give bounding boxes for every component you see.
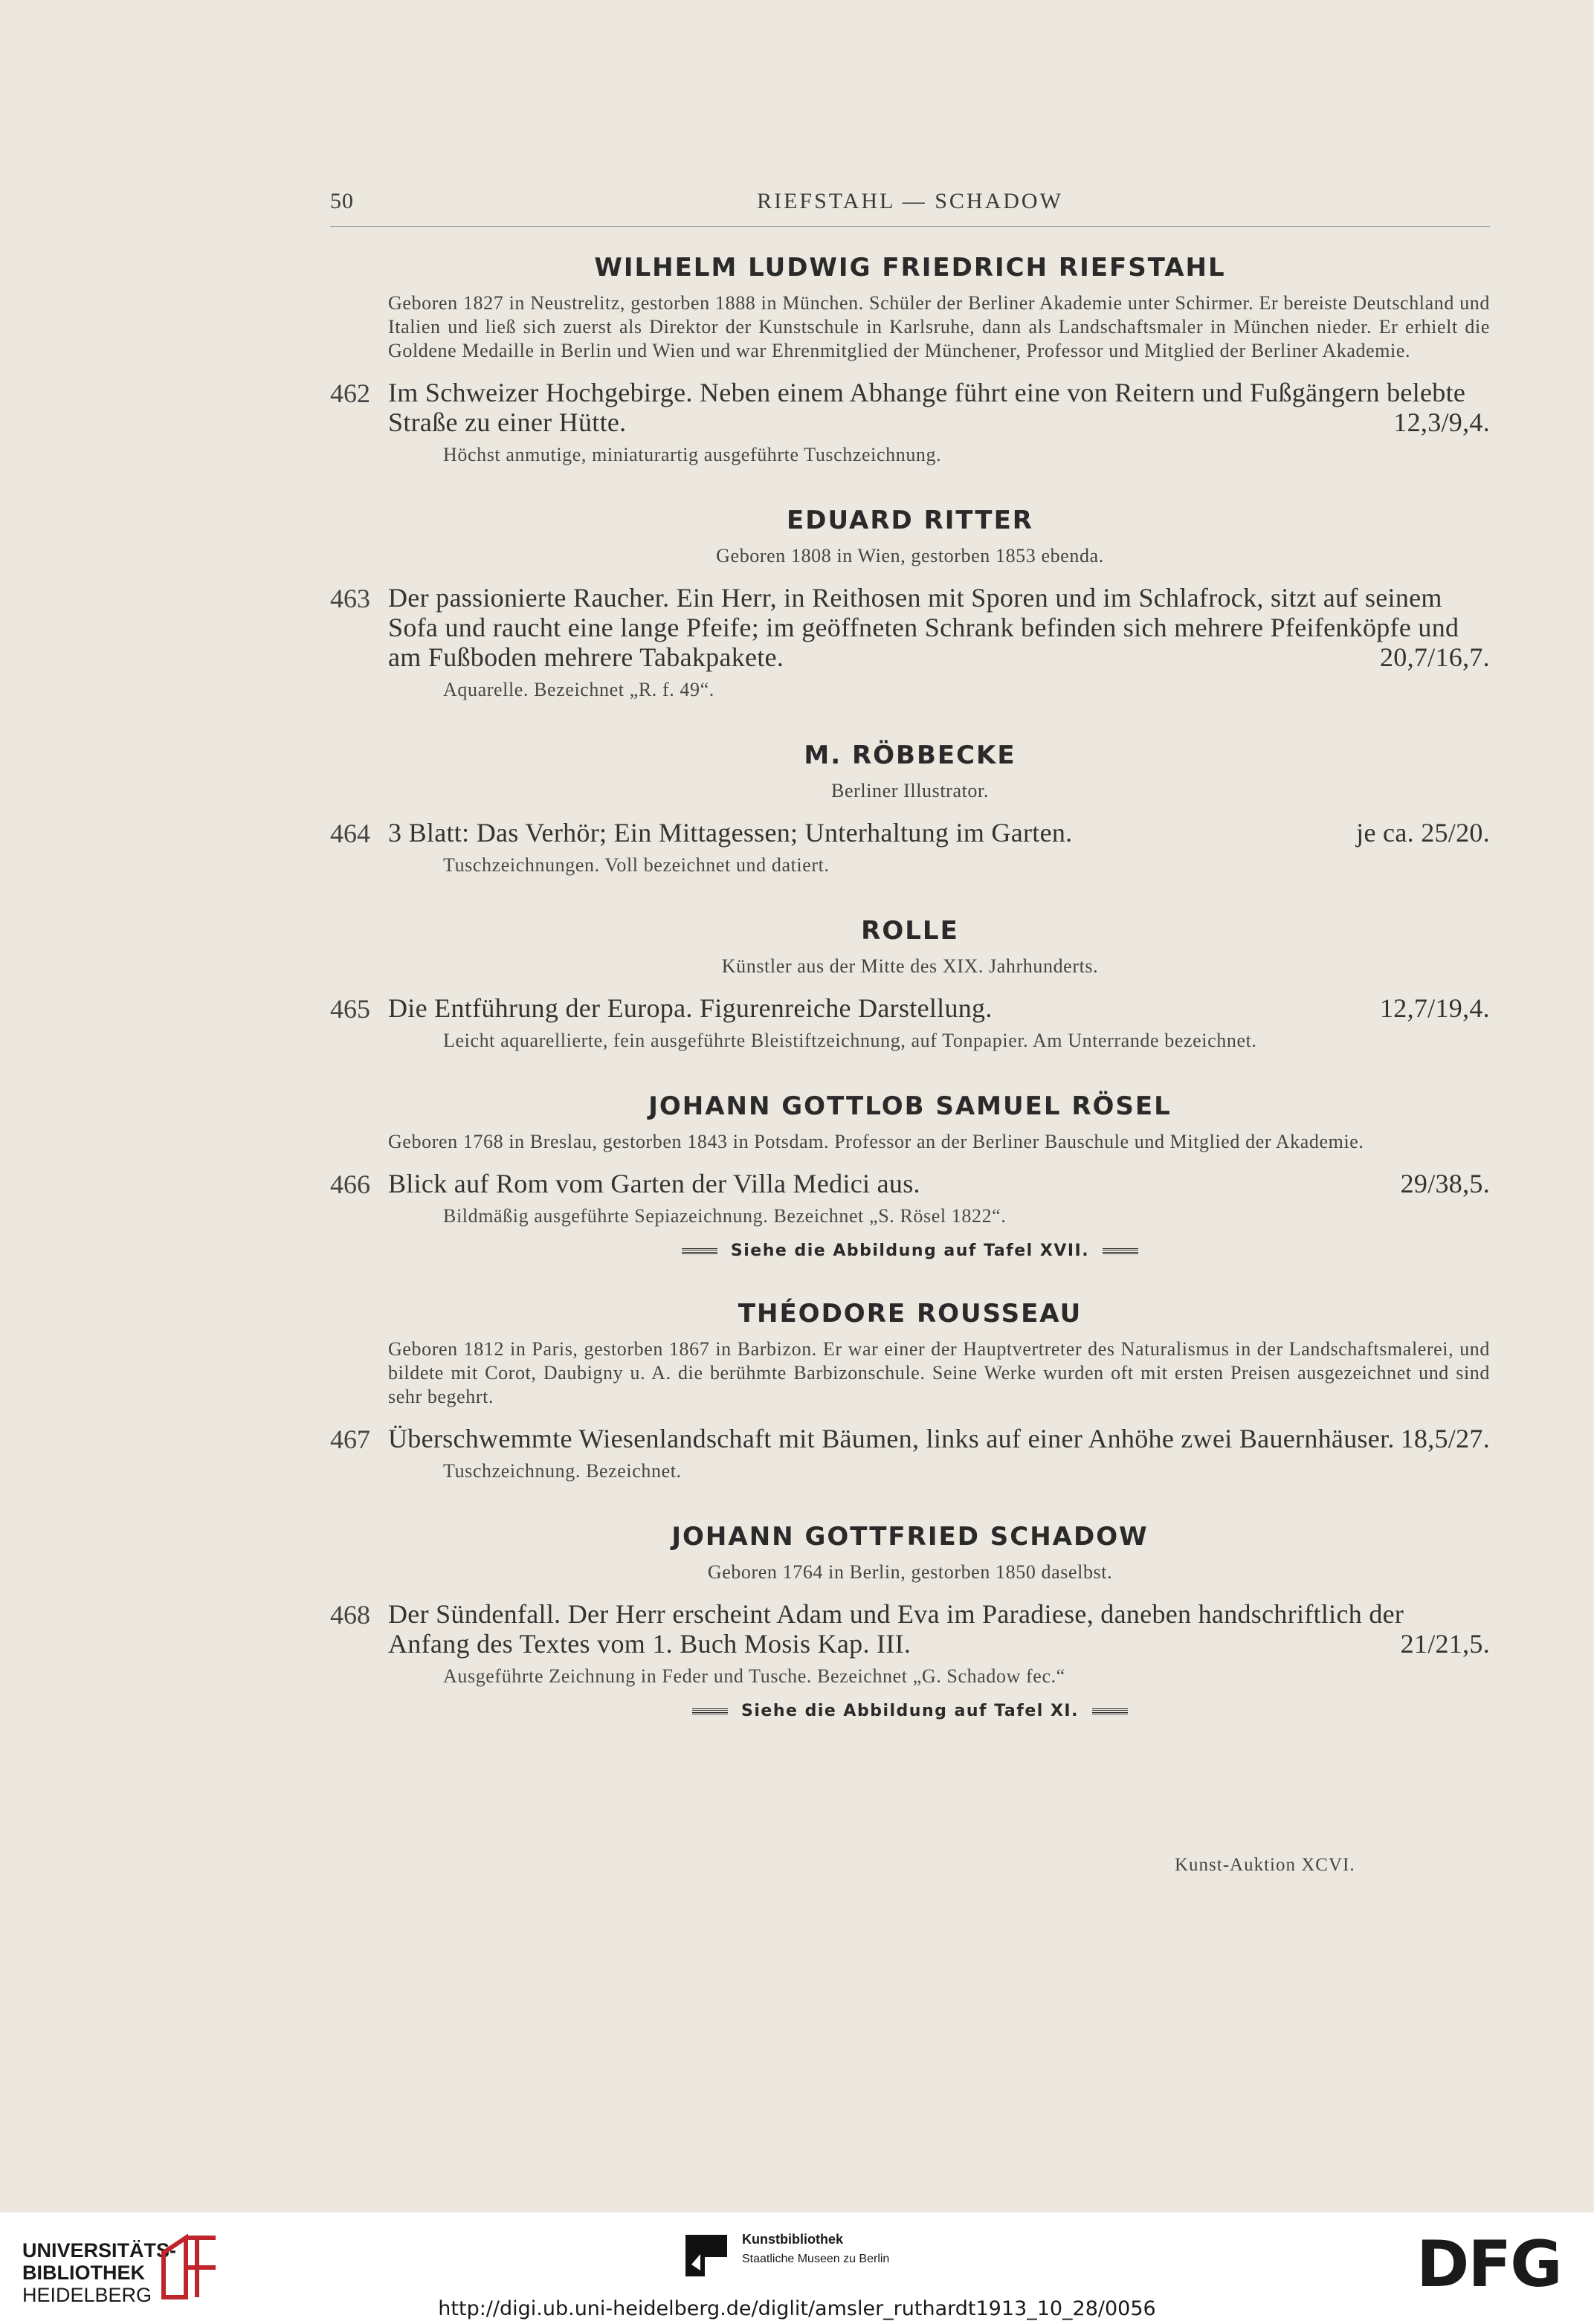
lot-title: Im Schweizer Hochgebirge. Neben einem Abhange führt eine von Reitern und Fußgängern belebte Straße zu einer Hütte. — [388, 378, 1466, 437]
artist-bio: Geboren 1827 in Neustrelitz, gestorben 1888 in München. Schüler der Berliner Akademie unter Schirmer. Er bereiste Deutschland und Italien und ließ sich zuerst als Direktor der Kunstschule in Karlsruhe, dann als Landschaftsmaler in München nieder. Er erhielt die Goldene Medaille in Berlin und Wien und war Ehrenmitglied der Münchener, Professor und Mitglied der Berliner Akademie. — [388, 292, 1490, 361]
ub-line-3: HEIDELBERG — [22, 2284, 152, 2306]
lot-entry — [330, 818, 1490, 848]
artist-block — [330, 740, 1490, 877]
artist-block — [330, 253, 1490, 467]
artist-bio: Geboren 1808 in Wien, gestorben 1853 ebenda. — [716, 545, 1104, 567]
page-number: 50 — [330, 189, 354, 213]
artist-block — [330, 1299, 1490, 1483]
lot-description — [388, 1169, 1490, 1198]
lot-title: 3 Blatt: Das Verhör; Ein Mittagessen; Unterhaltung im Garten. — [388, 818, 1073, 848]
double-rule — [1103, 1248, 1138, 1254]
lot-description — [388, 993, 1490, 1023]
kunstbibliothek-title: Kunstbibliothek — [742, 2232, 843, 2247]
catalog-content — [330, 253, 1490, 1720]
artist-name: WILHELM LUDWIG FRIEDRICH RIEFSTAHL — [594, 253, 1226, 283]
lot-note: Tuschzeichnung. Bezeichnet. — [443, 1460, 682, 1482]
lot-entry — [330, 1169, 1490, 1198]
plate-text: Siehe die Abbildung auf Tafel XI. — [741, 1702, 1079, 1720]
double-rule — [692, 1708, 728, 1714]
artist-name: JOHANN GOTTLOB SAMUEL RÖSEL — [648, 1091, 1172, 1121]
artist-block — [330, 506, 1490, 702]
lot-note: Tuschzeichnungen. Voll bezeichnet und datiert. — [443, 854, 830, 876]
lot-description — [388, 818, 1490, 848]
plate-reference — [330, 1702, 1490, 1720]
lot-title: Blick auf Rom vom Garten der Villa Medici aus. — [388, 1169, 920, 1198]
plate-reference — [330, 1242, 1490, 1260]
kunstbibliothek-subtitle: Staatliche Museen zu Berlin — [742, 2253, 890, 2265]
lot-number: 462 — [330, 378, 370, 408]
lot-title: Die Entführung der Europa. Figurenreiche Darstellung. — [388, 993, 993, 1023]
lot-note: Leicht aquarellierte, fein ausgeführte Bleistiftzeichnung, auf Tonpapier. Am Unterrande bezeichnet. — [443, 1030, 1257, 1051]
artist-bio: Geboren 1768 in Breslau, gestorben 1843 in Potsdam. Professor an der Berliner Bauschule und Mitglied der Akademie. — [388, 1131, 1364, 1152]
plate-text: Siehe die Abbildung auf Tafel XVII. — [730, 1242, 1090, 1260]
kunstbibliothek-logo[interactable] — [683, 2232, 890, 2283]
lot-size: 18,5/27. — [1400, 1424, 1490, 1453]
artist-bio: Berliner Illustrator. — [831, 780, 989, 801]
lot-size: 12,7/19,4. — [1379, 993, 1490, 1023]
lot-number: 463 — [330, 584, 370, 613]
double-rule — [682, 1248, 717, 1254]
artist-block — [330, 1522, 1490, 1720]
lot-entry — [330, 378, 1490, 437]
lot-note: Bildmäßig ausgeführte Sepiazeichnung. Bezeichnet „S. Rösel 1822“. — [443, 1205, 1007, 1227]
artist-bio: Künstler aus der Mitte des XIX. Jahrhunderts. — [721, 955, 1099, 977]
lot-description — [388, 1424, 1490, 1453]
lot-number: 467 — [330, 1424, 370, 1454]
lot-title: Der Sündenfall. Der Herr erscheint Adam und Eva im Paradiese, daneben handschriftlich der Anfang des Textes vom 1. Buch Mosis Kap. III. — [388, 1599, 1404, 1659]
lot-size: je ca. 25/20. — [1356, 818, 1490, 848]
ub-heidelberg-logo[interactable] — [22, 2239, 176, 2306]
lot-title: Überschwemmte Wiesenlandschaft mit Bäumen, links auf einer Anhöhe zwei Bauernhäuser. — [388, 1424, 1395, 1453]
lot-number: 466 — [330, 1169, 370, 1199]
lot-note: Aquarelle. Bezeichnet „R. f. 49“. — [443, 679, 714, 700]
lot-description — [388, 1599, 1490, 1659]
artist-name: M. RÖBBECKE — [804, 740, 1016, 770]
lot-description — [388, 583, 1490, 672]
lot-description — [388, 378, 1490, 437]
lot-number: 464 — [330, 819, 370, 848]
kunstbibliothek-mark-icon — [683, 2232, 730, 2279]
lot-size: 20,7/16,7. — [1379, 642, 1490, 672]
digitization-bar — [0, 2212, 1594, 2324]
artist-bio: Geboren 1764 in Berlin, gestorben 1850 daselbst. — [707, 1561, 1113, 1583]
artist-name: THÉODORE ROUSSEAU — [738, 1299, 1082, 1329]
artist-name: JOHANN GOTTFRIED SCHADOW — [671, 1522, 1149, 1552]
lot-note: Höchst anmutige, miniaturartig ausgeführte Tuschzeichnung. — [443, 444, 942, 465]
dfg-logo[interactable]: DFG — [1416, 2227, 1561, 2302]
lot-number: 465 — [330, 994, 370, 1024]
artist-name: EDUARD RITTER — [787, 506, 1033, 535]
lot-title: Der passionierte Raucher. Ein Herr, in Reithosen mit Sporen und im Schlafrock, sitzt auf seinem Sofa und raucht eine lange Pfeife; im geöffneten Schrank befinden sich mehrere Pfeifenköpfe und am Fußboden mehrere Tabakpakete. — [388, 583, 1459, 672]
ub-mark-icon — [156, 2230, 223, 2305]
ub-line-1: UNIVERSITÄTS- — [22, 2239, 177, 2262]
double-rule — [1092, 1708, 1128, 1714]
lot-entry — [330, 1424, 1490, 1453]
permalink-url[interactable]: http://digi.ub.uni-heidelberg.de/diglit/amsler_ruthardt1913_10_28/0056 — [438, 2297, 1156, 2320]
lot-size: 29/38,5. — [1400, 1169, 1490, 1198]
artist-block — [330, 1091, 1490, 1260]
artist-name: ROLLE — [861, 916, 959, 946]
lot-entry — [330, 993, 1490, 1023]
artist-block — [330, 916, 1490, 1053]
artist-bio: Geboren 1812 in Paris, gestorben 1867 in Barbizon. Er war einer der Hauptvertreter des Naturalismus in der Landschaftsmalerei, und bildete mit Corot, Daubigny u. A. die berühmte Barbizonschule. Seine Werke wurden oft mit ersten Preisen ausgezeichnet und sind sehr begehrt. — [388, 1338, 1490, 1407]
lot-entry — [330, 1599, 1490, 1659]
lot-size: 21/21,5. — [1400, 1629, 1490, 1659]
running-head: RIEFSTAHL — SCHADOW — [757, 189, 1063, 213]
catalog-footer-note: Kunst-Auktion XCVI. — [1175, 1855, 1355, 1875]
lot-size: 12,3/9,4. — [1393, 407, 1490, 437]
ub-line-2: BIBLIOTHEK — [22, 2262, 145, 2284]
lot-note: Ausgeführte Zeichnung in Feder und Tusche. Bezeichnet „G. Schadow fec.“ — [443, 1665, 1065, 1687]
lot-number: 468 — [330, 1600, 370, 1630]
page-header — [330, 189, 1490, 227]
lot-entry — [330, 583, 1490, 672]
